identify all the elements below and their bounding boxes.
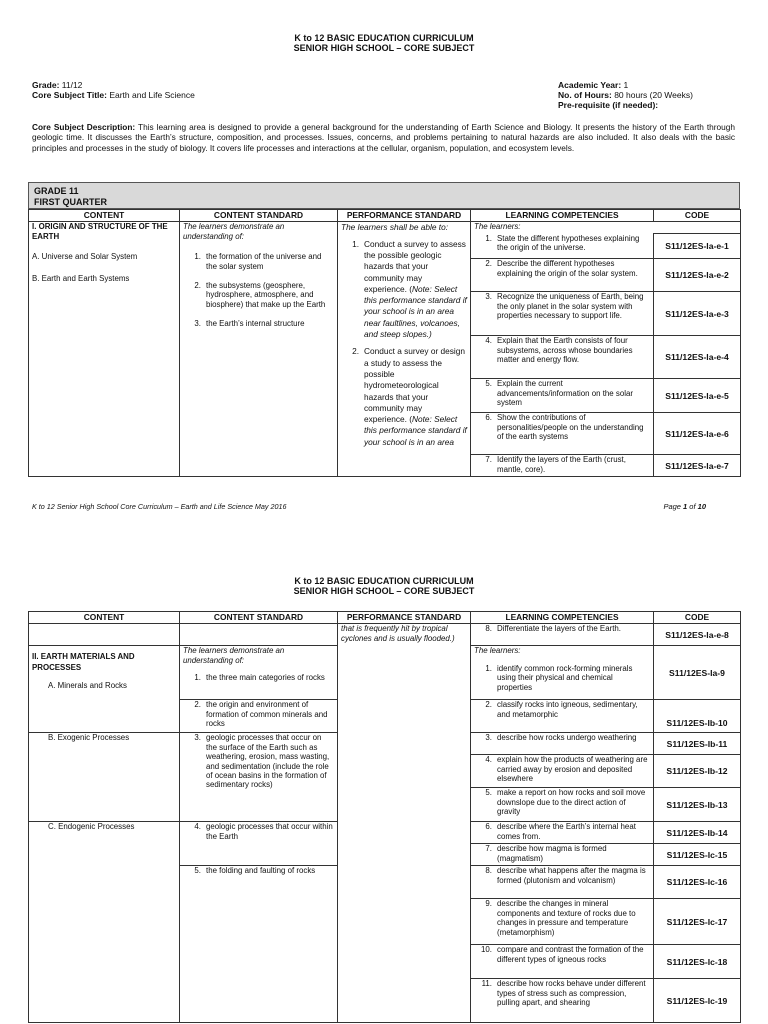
content-cell (29, 222, 180, 477)
content-standard-intro: The learners demonstrate an understanding of: (183, 646, 285, 665)
competency-code: S11/12ES-Ic-19 (654, 979, 741, 1023)
content-standard-cell: 5. the folding and faulting of rocks (180, 866, 338, 1023)
competency-cell: 8. Differentiate the layers of the Earth. (471, 624, 654, 646)
list-item: 1. the formation of the universe and the solar system (194, 252, 322, 271)
content-subtopic-a: A. Universe and Solar System (32, 252, 138, 262)
doc-title (0, 33, 768, 53)
content-subtopic-a: A. Minerals and Rocks (48, 681, 127, 691)
col-header-content: CONTENT (29, 612, 180, 624)
competency-code: S11/12ES-Ic-15 (654, 844, 741, 866)
doc-title-line2: SENIOR HIGH SCHOOL – CORE SUBJECT (293, 586, 475, 596)
content-standard-cell: 3. geologic processes that occur on the surface of the Earth such as weathering, erosion, mass wasting, and sedimentation (include the role of ocean basins in the formation of sedimentary rocks) (180, 733, 338, 822)
document-page-2 (0, 570, 768, 1024)
competency-code: S11/12ES-Ib-10 (654, 700, 741, 733)
competency-cell: 7. Identify the layers of the Earth (crust, mantle, core). (471, 455, 654, 477)
content-cell (29, 646, 180, 733)
competency-code: S11/12ES-Ib-13 (654, 788, 741, 822)
content-standard-cell: 4. geologic processes that occur within the Earth (180, 822, 338, 866)
table-row (29, 222, 741, 234)
content-standard-cell-empty (180, 624, 338, 646)
doc-title-line1: K to 12 BASIC EDUCATION CURRICULUM (294, 576, 474, 586)
col-header-performance-standard: PERFORMANCE STANDARD (338, 612, 471, 624)
col-header-content-standard: CONTENT STANDARD (180, 210, 338, 222)
competency-code: S11/12ES-Ib-11 (654, 733, 741, 755)
doc-title-line1: K to 12 BASIC EDUCATION CURRICULUM (294, 33, 474, 43)
competency-cell: 11. describe how rocks behave under different types of stress such as compression, pulling apart, and shearing (471, 979, 654, 1023)
competency-cell: 3. Recognize the uniqueness of Earth, being the only planet in the solar system with properties necessary to support life. (471, 292, 654, 336)
curriculum-table-page2 (28, 611, 741, 1023)
competency-cell: 7. describe how magma is formed (magmatism) (471, 844, 654, 866)
competency-code: S11/12ES-Ia-e-5 (654, 379, 741, 413)
competency-cell: The learners: 1. identify common rock-forming minerals using their physical and chemical properties (471, 646, 654, 700)
content-cell (29, 822, 180, 1023)
list-item: 3. the Earth’s internal structure (194, 319, 305, 329)
description-text: This learning area is designed to provide a general background for the understanding of Earth Science and Biology. It presents the history of the Earth through geologic time. It discusses the Earth’s structure, composition, and processes. Issues, concerns, and problems pertaining to natural hazards are also included. It also deals with the basic principles and processes in the study of biology. It covers life processes and interactions at the cellular, organism, population, and ecosystem levels. (32, 122, 735, 153)
grade-label-box: GRADE 11 (34, 186, 79, 196)
doc-title-line2: SENIOR HIGH SCHOOL – CORE SUBJECT (293, 43, 475, 53)
col-header-content: CONTENT (29, 210, 180, 222)
content-cell-empty (29, 624, 180, 646)
prerequisite-label: Pre-requisite (if needed): (558, 100, 659, 110)
col-header-performance-standard: PERFORMANCE STANDARD (338, 210, 471, 222)
competency-code: S11/12ES-Ia-e-2 (654, 259, 741, 292)
academic-year-label: Academic Year: (558, 80, 622, 90)
competency-code: S11/12ES-Ia-9 (654, 646, 741, 700)
competency-cell: 4. Explain that the Earth consists of four subsystems, across whose boundaries matter and energy flow. (471, 336, 654, 379)
competency-code: S11/12ES-Ia-e-3 (654, 292, 741, 336)
grade-value: 11/12 (59, 80, 83, 90)
competency-code: S11/12ES-Ic-16 (654, 866, 741, 899)
competency-cell: 2. classify rocks into igneous, sedimentary, and metamorphic (471, 700, 654, 733)
performance-standard-intro: The learners shall be able to: (341, 222, 449, 233)
competency-code: S11/12ES-Ib-14 (654, 822, 741, 844)
content-standard-cell (180, 222, 338, 477)
content-cell (29, 733, 180, 822)
content-standard-cell: 2. the origin and environment of formation of common minerals and rocks (180, 700, 338, 733)
competency-cell: 8. describe what happens after the magma is formed (plutonism and volcanism) (471, 866, 654, 899)
content-subtopic-c: C. Endogenic Processes (48, 822, 135, 832)
competency-code: S11/12ES-Ia-e-6 (654, 413, 741, 455)
col-header-code: CODE (654, 612, 741, 624)
content-topic-title: II. EARTH MATERIALS AND PROCESSES (32, 652, 135, 673)
competency-code: S11/12ES-Ib-12 (654, 755, 741, 788)
table-header-row (29, 210, 741, 222)
subject-title-value: Earth and Life Science (106, 90, 195, 100)
page-number: Page 1 of 10 (663, 502, 706, 511)
doc-title-page2 (0, 576, 768, 596)
list-item: 2. Conduct a survey or design a study to assess the possible hydrometeorological hazards that your community may experience. (Note: Select this performance standard if your school is in an area (352, 346, 467, 447)
table-header-row (29, 612, 741, 624)
competency-code: S11/12ES-Ic-17 (654, 899, 741, 945)
page-gap (0, 530, 768, 570)
subject-title-label: Core Subject Title: (32, 90, 107, 100)
competency-code: S11/12ES-Ic-18 (654, 945, 741, 979)
performance-standard-cell (338, 222, 471, 477)
col-header-content-standard: CONTENT STANDARD (180, 612, 338, 624)
col-header-learning-competencies: LEARNING COMPETENCIES (471, 210, 654, 222)
performance-standard-continued: that is frequently hit by tropical cyclones and is usually flooded.) (338, 624, 471, 1023)
competency-cell: 4. explain how the products of weathering are carried away by erosion and deposited elsewhere (471, 755, 654, 788)
quarter-label: FIRST QUARTER (34, 197, 107, 207)
content-subtopic-b: B. Earth and Earth Systems (32, 273, 130, 283)
subject-meta-left (32, 80, 195, 100)
competency-code: S11/12ES-Ia-e-1 (654, 234, 741, 259)
grade-quarter-box (28, 182, 740, 209)
competency-code: S11/12ES-Ia-e-7 (654, 455, 741, 477)
grade-label: Grade: (32, 80, 60, 90)
hours-value: 80 hours (20 Weeks) (611, 90, 693, 100)
competencies-intro: The learners: (471, 222, 741, 234)
page-footer-left: K to 12 Senior High School Core Curriculum – Earth and Life Science May 2016 (32, 502, 287, 511)
competency-cell: 10. compare and contrast the formation of the different types of igneous rocks (471, 945, 654, 979)
competency-cell: 3. describe how rocks undergo weathering (471, 733, 654, 755)
description-label: Core Subject Description: (32, 122, 136, 132)
academic-year-value: 1 (621, 80, 629, 90)
list-item: 1. Conduct a survey to assess the possible geologic hazards that your community may experience. (Note: Select this performance standard if your school is in an area near faultlines, volcanoes, and steep slopes.) (352, 238, 467, 340)
competency-cell: 1. State the different hypotheses explaining the origin of the universe. (471, 234, 654, 259)
competency-cell: 9. describe the changes in mineral components and texture of rocks due to changes in pressure and temperature (metamorphism) (471, 899, 654, 945)
col-header-learning-competencies: LEARNING COMPETENCIES (471, 612, 654, 624)
competency-cell: 5. Explain the current advancements/information on the solar system (471, 379, 654, 413)
content-topic-title: I. ORIGIN AND STRUCTURE OF THE EARTH (32, 222, 168, 241)
table-row (29, 624, 741, 646)
curriculum-table-page1 (28, 209, 741, 477)
competency-cell: 2. Describe the different hypotheses explaining the origin of the solar system. (471, 259, 654, 292)
col-header-code: CODE (654, 210, 741, 222)
subject-description (32, 122, 735, 153)
competencies-intro: The learners: (474, 646, 521, 656)
list-item: 1. the three main categories of rocks (194, 673, 325, 683)
content-subtopic-b: B. Exogenic Processes (48, 733, 130, 743)
competency-cell: 6. describe where the Earth’s internal heat comes from. (471, 822, 654, 844)
competency-cell: 6. Show the contributions of personalities/people on the understanding of the earth systems (471, 413, 654, 455)
hours-label: No. of Hours: (558, 90, 612, 100)
competency-code: S11/12ES-Ia-e-4 (654, 336, 741, 379)
competency-code: S11/12ES-Ia-e-8 (654, 624, 741, 646)
subject-meta-right (558, 80, 693, 110)
competency-cell: 5. make a report on how rocks and soil move downslope due to the direct action of gravity (471, 788, 654, 822)
content-standard-cell (180, 646, 338, 700)
content-standard-intro: The learners demonstrate an understanding of: (183, 222, 285, 241)
list-item: 2. the subsystems (geosphere, hydrosphere, atmosphere, and biosphere) that make up the Earth (194, 281, 326, 309)
